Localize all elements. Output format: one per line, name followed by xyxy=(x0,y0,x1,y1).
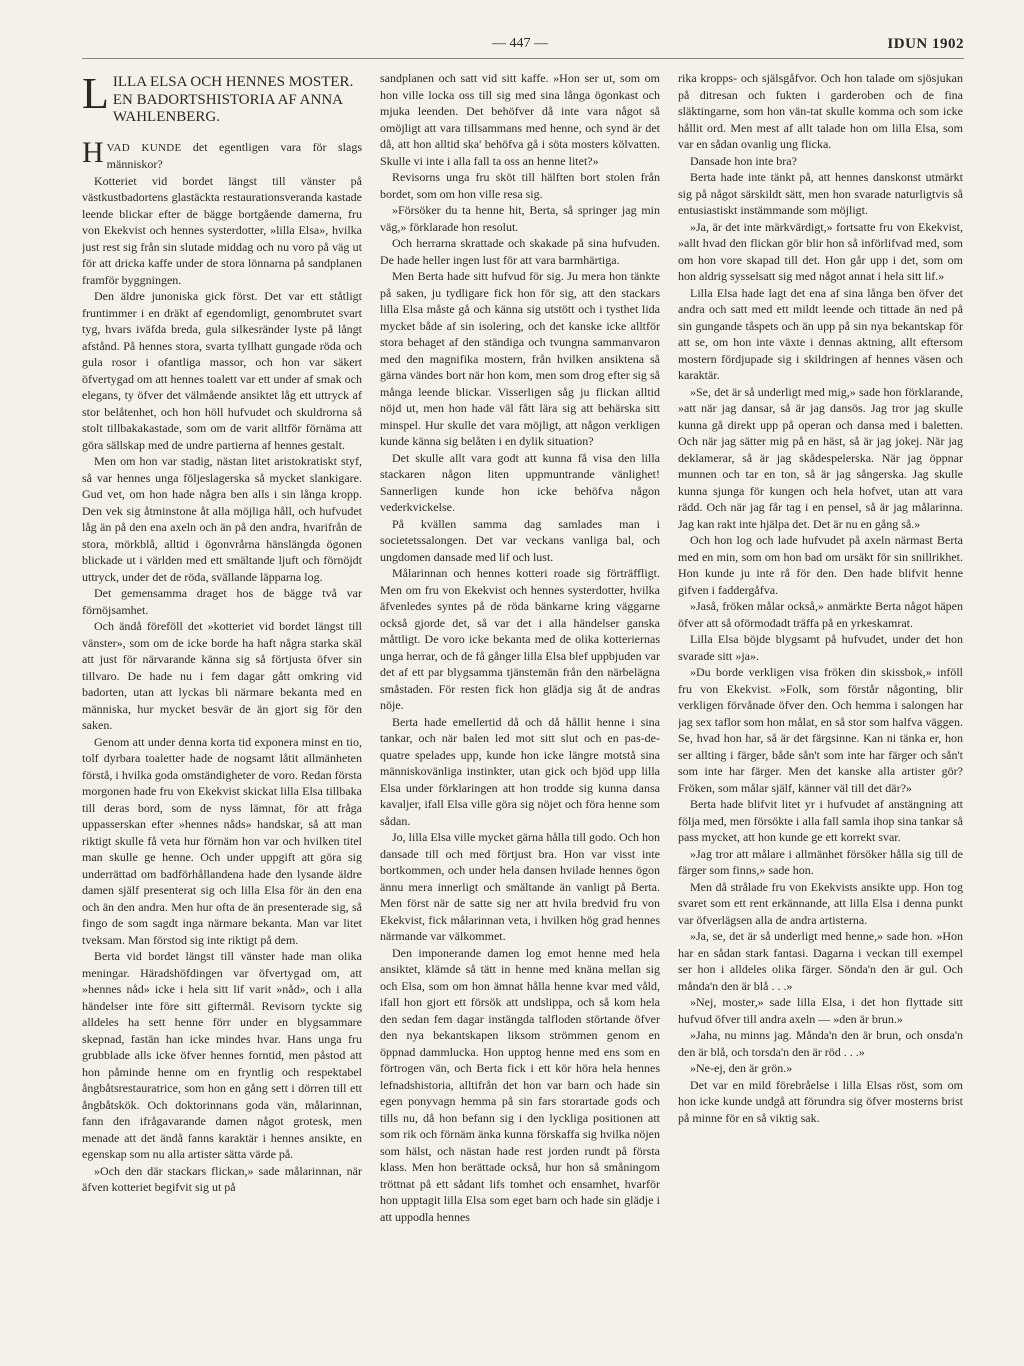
paragraph: Det gemensamma draget hos de bägge två var förnöjsamhet. xyxy=(82,586,362,617)
paragraph: Berta vid bordet längst till vänster hade man olika meningar. Häradshöfdingen var öfvertygad om, att »hennes nåd» icke i hela sitt lif varit »nåd», och i alla händelser inte före sitt giftermål. Revisorn tyckte sig alldeles ha sett henne förr under en blygsammare skepnad, fastän han icke mindes hvar. Hans unga fru grubblade alls icke öfver hennes forntid, men påstod att hon påminde henne om en fryntlig och respektabel ångbåtsrestauratrice, som hon en gång sett i dörren till ett ångbåtskök. Och doktorinnans goda vän, målarinnan, fann den ifrågavarande damen något grotesk, men menade att det ändå fanns karaktär i hennes ansikte, en egenskap som nu alla artister sätta värde på. xyxy=(82,949,362,1161)
lead-text: det egentligen vara för slags människor? xyxy=(106,139,362,171)
paragraph: Genom att under denna korta tid exponera minst en tio, tolf dyrbara toaletter hade de nogsamt låtit allmänheten förstå, i hvilka goda omständigheter de voro. Redan första morgonen hade fru von Ekekvist skickat lilla Elsa tillbaka till deras bord, som de nyss lämnat, för att fråga uppasserskan efter »hennes nåds» handskar, så att man riktigt skulle få veta hur förnäm hon var och hvilken titel man skulle ge henne. Och under uppgift att göra sig underrättad om badförhållandena hade den lysande äldre damen själf presenterat sig och lilla Elsa för än den ena och än den andra. Men hur ofta de än presenterade sig, så fingo de som sagdt inga närmare bekanta. Man var litet tveksam. Man förstod sig inte riktigt på dem. xyxy=(82,734,362,947)
paragraph: Och herrarna skrattade och skakade på sina hufvuden. De hade heller ingen lust för att vara barmhärtiga. xyxy=(380,236,660,267)
paragraph: »Se, det är så underligt med mig,» sade hon förklarande, »att när jag dansar, så är jag dansös. Jag tror jag skulle kunna gå direkt upp på operan och dansa med i baletten. Och när jag sätter mig på en häst, så är jag jokej. När jag deklamerar, så är jag skådespelerska. När jag öppnar munnen och tar en ton, så är jag sångerska. Jag skulle kunna sjunga för kungen och hela hofvet, utan att vara rädd. Och när jag får tag i en pensel, så är jag målarinna. Jag kan rakt inte hjälpa det. Det är nu en gång så.» xyxy=(678,384,963,531)
article-title xyxy=(82,70,362,127)
paragraph: Revisorns unga fru sköt till hälften bort stolen från bordet, som om hon ville resa sig. xyxy=(380,170,660,201)
paragraph: Men då strålade fru von Ekekvists ansikte upp. Hon tog svaret som ett rent erkännande, att lilla Elsa i denna punkt var öfverlägsen alla de andra artisterna. xyxy=(678,879,963,927)
paragraph: »Försöker du ta henne hit, Berta, så springer jag min väg,» förklarade hon resolut. xyxy=(380,203,660,234)
paragraph: Målarinnan och hennes kotteri roade sig förträffligt. Men om fru von Ekekvist och hennes systerdotter, hvilka äfvenledes syntes på de röda bänkarne kring väggarne också gjorde det, så var det i alla händelser ganska måttligt. De voro icke bekanta med de olika kotteriernas unga herrar, och de få gånger lilla Elsa blef uppbjuden var det af ett par blygsamma tjänstemän från den närbelägna småstaden. För resten fick hon glädja sig åt de andras nöje. xyxy=(380,566,660,712)
paragraph: Den imponerande damen log emot henne med hela ansiktet, klämde så tätt in henne med knäna mellan sig och Elsa, som om hon ämnat hålla henne kvar med våld, ifall hon gjort ett försök att undslippa, och så kom hela den sedan fem dagar instängda talfloden störtande öfver den nya bekantskapen liksom strömmen genom en öppnad dammlucka. Hon upptog henne med ens som en förtrogen vän, och Berta fick i ett kör höra hela hennes lefnadshistoria, alltifrån det hon var barn och hade sin egen ponyvagn hemma på sin fars storartade gods och tills nu, då hon befann sig i den lyckliga positionen att som rik och förnäm änka kunna förskaffa sig hvilka nöjen som hälst, och nästan hade rest jorden rundt på första klass. Men hon berättade också, hur hon så småningom tröttnat på ett sådant lifs tomhet och ensamhet, hvarför hon upptagit lilla Elsa som eget barn och hade sin glädje i att uppodla hennes xyxy=(380,945,660,1224)
column-2-body xyxy=(380,70,660,1225)
paragraph: Berta hade emellertid då och då hållit henne i sina tankar, och när balen led mot sitt slut och en pas-de-quatre spelades upp, kunde hon icke längre motstå sina människovänliga instinkter, utan gick och bjöd upp lilla Elsa under förklaringen att hon trodde sig kunna dansa kavaljer, ifall Elsa ville göra sig nöjet och föra henne som sådan. xyxy=(380,714,660,828)
paragraph: Men Berta hade sitt hufvud för sig. Ju mera hon tänkte på saken, ju tydligare fick hon för sig, att den stackars lilla Elsa måste gå och känna sig utstött och i tysthet lida mycket både af sin isolering, och det kanske icke alltför stora behaget af den ständiga och tvungna sammanvaron med den magnifika mostern, från hvilken ansiktena så gärna vändes bort när hon kom, men som drog efter sig så många leende blickar. Visserligen såg ju flickan alltid nöjd ut, men hon hade väl fått lära sig att behärska sitt minspel. Hur skulle det vara möjligt, att någon verkligen kunde känna sig belåten i en dylik situation? xyxy=(380,269,660,448)
paragraph: Det skulle allt vara godt att kunna få visa den lilla stackaren någon liten uppmuntrande vänlighet! Sannerligen kunde hon icke behöfva någon vederkvickelse. xyxy=(380,450,660,514)
paragraph: Och ändå föreföll det »kotteriet vid bordet längst till vänster», som om de icke borde ha haft några starka skäl att just för närvarande känna sig så förtjusta öfver sin tillvaro. De hade nu i fem dagar gått omkring vid badorten, utan att lyckas bli närmare bekanta med en människa, hur mycket besvär de än gjort sig för den saken. xyxy=(82,619,362,732)
paragraph: »Och den där stackars flickan,» sade målarinnan, när äfven kotteriet begifvit sig ut på xyxy=(82,1163,362,1194)
column-1 xyxy=(82,70,362,1352)
paragraph: Och hon log och lade hufvudet på axeln närmast Berta med en min, som om hon bad om ursäkt för sin snillrikhet. Hon kunde ju inte rå för den. Den hade blifvit henne gifven i faddergåfva. xyxy=(678,533,963,597)
paragraph: »Jaså, fröken målar också,» anmärkte Berta något häpen öfver att så oförmodadt träffa på en yrkeskamrat. xyxy=(678,599,963,630)
paragraph: »Ne-ej, den är grön.» xyxy=(690,1061,793,1075)
title-text: ILLA ELSA OCH HENNES MOSTER. EN BADORTSHISTORIA AF ANNA WAHLENBERG. xyxy=(112,74,354,125)
paragraph: Berta hade blifvit litet yr i hufvudet af anstängning att följa med, men försökte i alla fall samla ihop sina tankar så pass mycket, att hon kunde ge ett korrekt svar. xyxy=(678,797,963,844)
lead-caps: VAD KUNDE xyxy=(106,141,182,154)
page-number: — 447 — xyxy=(492,36,548,51)
paragraph: Berta hade inte tänkt på, att hennes danskonst utmärkt sig på något särskildt sätt, men hon svarade naturligtvis så entusiastiskt instämmande som möjligt. xyxy=(678,170,963,217)
paragraph: »Jaha, nu minns jag. Månda'n den är brun, och onsda'n den är blå, och torsda'n den är röd . . .» xyxy=(678,1028,963,1059)
paragraph: Det var en mild förebråelse i lilla Elsas röst, som om hon icke kunde undgå att förundra sig öfver mosterns brist på minne för en så viktig sak. xyxy=(678,1077,963,1125)
lead-initial: H xyxy=(82,135,104,169)
column-2 xyxy=(380,70,660,1352)
header-rule xyxy=(82,58,964,59)
paragraph: »Ja, se, det är så underligt med henne,» sade hon. »Hon har en sådan stark fantasi. Dagarna i veckan till exempel ser hon i alldeles olika färger. Sönda'n den är gul. Och månda'n den är blå . . .» xyxy=(678,929,963,993)
paragraph: rika kropps- och själsgåfvor. Och hon talade om sjösjukan på ditresan och fukten i garderoben och de fina släktingarne, som hon vän-tat skulle komma och som icke hållit ord. Men mest af allt talade hon om lilla Elsa, som var en sådan ovanlig ung flicka. xyxy=(678,71,963,151)
page-header xyxy=(82,36,964,56)
paragraph: »Nej, moster,» sade lilla Elsa, i det hon flyttade sitt hufvud öfver till andra axeln — »den är brun.» xyxy=(678,995,963,1026)
paragraph: Lilla Elsa böjde blygsamt på hufvudet, under det hon svarade sitt »ja». xyxy=(678,632,963,663)
paragraph: Den äldre junoniska gick först. Det var ett ståtligt fruntimmer i en dräkt af egendomligt, genombrutet svart tyg, hvars iväfda breda, gula silkesränder lyste på långt afstånd. På hennes stora, svarta tyllhatt gungade röda och gula rosor i ofantliga massor, och hon var säkert öfvertygad om att hennes toalett var ett under af smak och elegans, ty öfver det välmående ansiktet låg ett uttryck af stor belåtenhet, och hon höll hufvudet och skuldrorna så stolt tillbakakastade, som om de varit alltför förnäma att göra sällskap med de undre partierna af hennes gestalt. xyxy=(82,289,362,452)
column-3 xyxy=(678,70,963,1352)
paragraph: Kotteriet vid bordet längst till vänster på västkustbadortens glastäckta restaurationsveranda kastade leende blickar efter de bägge bortgående damerna, fru von Ekekvist och hennes systerdotter, »lilla Elsa», hvilka just rest sig från sin slutade middag och nu voro på väg ut för att dricka kaffe under de stora lönnarna på sandplanen framför byggningen. xyxy=(82,173,362,287)
title-initial: L xyxy=(82,70,109,118)
paragraph: På kvällen samma dag samlades man i societetssalongen. Det var veckans vanliga bal, och ungdomen dansade med lif och lust. xyxy=(380,516,660,564)
paragraph: »Jag tror att målare i allmänhet försöker hålla sig till de färger som finns,» sade hon. xyxy=(678,846,963,877)
paragraph: sandplanen och satt vid sitt kaffe. »Hon ser ut, som om hon ville locka oss till sig med sina långa ögonkast och mjuka leenden. Det behöfver då inte vara något så omöjligt att vara tillsammans med henne, och synd är det då, att hon alltid ska' behöfva gå i söta mosters kölvatten. Skulle vi inte i alla fall ta oss an henne litet?» xyxy=(380,71,660,168)
column-1-body xyxy=(82,173,362,1196)
lead-paragraph xyxy=(82,135,362,173)
paragraph: Jo, lilla Elsa ville mycket gärna hålla till godo. Och hon dansade till och med förtjust bra. Hon var visst inte bortkommen, och under hela dansen hvilade hennes ögon ännu mera innerligt och smältande än vanligt på Berta. Men först när de satte sig ner att hvila bredvid fru von Ekekvist, fick målarinnan veta, i hvilken hög grad hennes närmande var välkommet. xyxy=(380,830,660,943)
magazine-name: IDUN 1902 xyxy=(887,36,964,52)
paragraph: Dansade hon inte bra? xyxy=(690,153,797,168)
paragraph: »Ja, är det inte märkvärdigt,» fortsatte fru von Ekekvist, »allt hvad den flickan gör blir hon så införlifvad med, som om hon vore skapad till det. Hon går upp i det, som om hon aldrig sysselsatt sig med något annat i hela sitt lif.» xyxy=(678,219,963,283)
paragraph: Men om hon var stadig, nästan litet aristokratiskt styf, så var hennes unga följeslagerska så mycket slankigare. Gud vet, om hon hade några ben alls i sin långa kropp. Den vek sig åtminstone åt alla möjliga håll, och hufvudet låg än på den ena axeln och än på den andra, hvarifrån de stora, mörkblå, alltid i ögonvrårna hänslängda ögonen blickade ut i världen med ett smältande ljuft och förnöjdt uttryck, under det de röda, svällande läpparna log. xyxy=(82,454,362,584)
paragraph: Lilla Elsa hade lagt det ena af sina långa ben öfver det andra och satt med ett mildt leende och tittade än ned på sin gungande tåspets och än upp på sin nya bekantskap för att se, om hon inte växte i dennas aktning, allt eftersom mostern fördjupade sig i skildringen af hennes väsen och karaktär. xyxy=(678,285,963,382)
column-3-body xyxy=(678,70,963,1126)
paragraph: »Du borde verkligen visa fröken din skissbok,» inföll fru von Ekekvist. »Folk, som förstår någonting, blir verkligen förvånade öfver den. Och hemma i salongen har jag sex taflor som hon målat, en så stor som halfva väggen. Se, hvad hon har, så är det färgsinne. Kan ni tänka er, hon ser allting i färger, både sån't som inte har färger och sån't som inte har färger. Men det kanske alla artister gör? Fröken, som målar själf, känner väl till det där?» xyxy=(678,665,963,795)
